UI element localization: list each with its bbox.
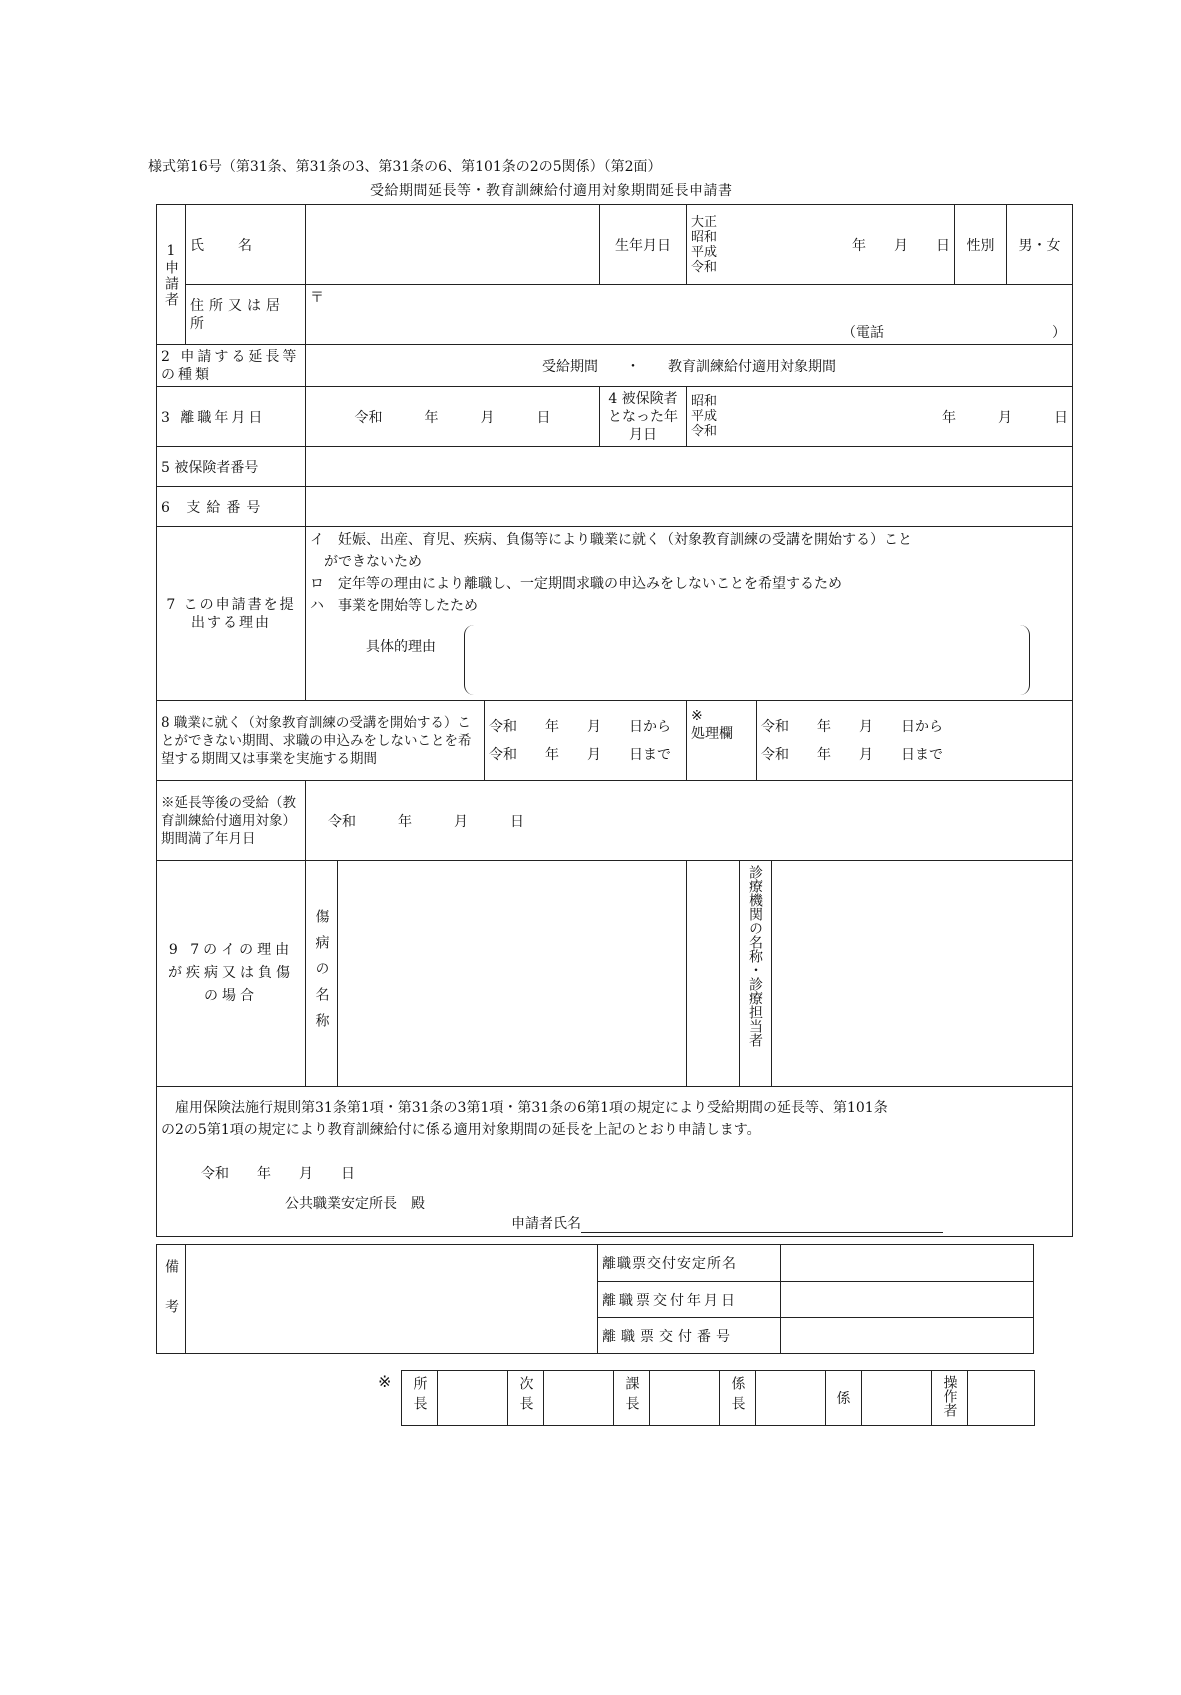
separation-date-label: 3 離職年月日 <box>157 387 306 447</box>
stamp-label-operator: 操作者 <box>932 1371 968 1426</box>
issuing-number-field[interactable] <box>781 1318 1034 1354</box>
issuing-office-label: 離職票交付安定所名 <box>598 1245 781 1282</box>
name-label: 氏 名 <box>186 205 306 285</box>
reason-ro: ロ 定年等の理由により離職し、一定期間求職の申込みをしないことを希望するため <box>310 576 842 592</box>
birthdate-field[interactable] <box>687 205 955 285</box>
stamp-label-director: 所長 <box>402 1371 438 1426</box>
addressee: 公共職業安定所長 殿 <box>285 1196 425 1212</box>
phone-number-field[interactable]: （電話 ） <box>842 325 1067 341</box>
address-label: 住所又は居所 <box>186 285 306 345</box>
disease-name-label-cell <box>306 861 338 1087</box>
disease-clinic-split <box>687 861 772 1087</box>
insured-date-field[interactable] <box>687 387 1073 447</box>
birthdate-era-options: 大正 昭和 平成 令和 <box>691 214 718 275</box>
payment-number-label: 6 支給番号 <box>157 487 306 527</box>
declaration-text-line1: 雇用保険法施行規則第31条第1項・第31条の3第1項・第31条の6第1項の規定により受給期間の延長等、第101条 <box>175 1100 888 1116</box>
declaration-text-line2: の2の5第1項の規定により教育訓練給付に係る適用対象期間の延長を上記のとおり申請します。 <box>161 1122 761 1138</box>
disease-name-field-extension[interactable] <box>687 861 740 1086</box>
reason-i-line1: イ 妊娠、出産、育児、疾病、負傷等により職業に就く（対象教育訓練の受講を開始する）こと <box>310 532 912 548</box>
stamp-label-staff: 係 <box>826 1371 862 1426</box>
remarks-field[interactable] <box>186 1245 598 1354</box>
reason-label: 7 この申請書を提出する理由 <box>157 527 306 701</box>
stamp-box-unit-chief[interactable] <box>756 1371 826 1426</box>
declaration-block <box>157 1087 1073 1237</box>
stamp-box-staff[interactable] <box>862 1371 932 1426</box>
remarks-label: 備考 <box>163 1259 179 1339</box>
address-field[interactable] <box>306 285 1073 345</box>
specific-reason-bracket[interactable] <box>464 625 1030 695</box>
remarks-table <box>156 1244 1034 1354</box>
illness-case-label: 9 7のイの理由が疾病又は負傷の場合 <box>157 861 306 1087</box>
period-label: 8 職業に就く（対象教育訓練の受講を開始する）ことができない期間、求職の申込みをしないことを希望する期間又は事業を実施する期間 <box>157 701 485 781</box>
form-number-header: 様式第16号（第31条、第31条の3、第31条の6、第101条の2の5関係）（第2面） <box>148 159 662 175</box>
section1-side-label <box>157 205 186 345</box>
period-field[interactable] <box>485 701 687 781</box>
application-form-table <box>156 204 1073 1237</box>
processing-field[interactable] <box>757 701 1073 781</box>
sex-label: 性別 <box>955 205 1007 285</box>
applicant-signature-row <box>511 1213 943 1233</box>
period-from: 令和 年 月 日から <box>489 718 671 735</box>
extended-expiry-label: ※延長等後の受給（教育訓練給付適用対象）期間満了年月日 <box>157 781 306 861</box>
reason-field[interactable] <box>306 527 1073 701</box>
processing-to: 令和 年 月 日まで <box>761 746 943 763</box>
period-to: 令和 年 月 日まで <box>489 746 671 763</box>
separation-date-field[interactable]: 令和 年 月 日 <box>306 387 600 447</box>
extended-expiry-field[interactable]: 令和 年 月 日 <box>306 781 1073 861</box>
issuing-date-label: 離職票交付年月日 <box>598 1282 781 1318</box>
issuing-office-field[interactable] <box>781 1245 1034 1282</box>
payment-number-field[interactable] <box>306 487 1073 527</box>
insured-date-label: 4 被保険者となった年月日 <box>600 387 687 447</box>
stamp-label-unit-chief: 係長 <box>720 1371 756 1426</box>
insured-date-era-options: 昭和 平成 令和 <box>691 394 718 439</box>
clinic-divider <box>771 861 772 1086</box>
clinic-label: 診療機関の名称・診療担当者 <box>747 865 763 1047</box>
declaration-date[interactable]: 令和 年 月 日 <box>201 1166 355 1182</box>
stamp-box-director[interactable] <box>438 1371 508 1426</box>
form-title: 受給期間延長等・教育訓練給付適用対象期間延長申請書 <box>370 183 733 199</box>
issuing-date-field[interactable] <box>781 1282 1034 1318</box>
name-field[interactable] <box>306 205 600 285</box>
section1-number: 1 <box>166 242 176 259</box>
disease-name-label: 傷病の名称 <box>313 908 330 1039</box>
approval-stamp-table <box>401 1370 1035 1426</box>
sex-field[interactable]: 男・女 <box>1007 205 1073 285</box>
processing-label-cell <box>687 701 757 781</box>
clinic-field[interactable] <box>772 861 1073 1087</box>
stamp-mark: ※ <box>378 1372 392 1391</box>
stamp-box-deputy[interactable] <box>544 1371 614 1426</box>
stamp-box-operator[interactable] <box>968 1371 1035 1426</box>
disease-name-field[interactable] <box>338 861 687 1087</box>
stamp-box-section-chief[interactable] <box>650 1371 720 1426</box>
reason-ha: ハ 事業を開始等したため <box>310 598 478 614</box>
insured-date-ymd: 年 月 日 <box>942 409 1069 426</box>
stamp-label-deputy: 次長 <box>508 1371 544 1426</box>
insured-number-label: 5 被保険者番号 <box>157 447 306 487</box>
processing-label: 処理欄 <box>691 726 733 742</box>
birthdate-ymd: 年 月 日 <box>852 237 951 254</box>
remarks-label-cell <box>157 1245 186 1354</box>
postal-mark: 〒 <box>310 290 324 306</box>
reason-i-line2: ができないため <box>324 554 422 570</box>
processing-mark: ※ <box>691 708 703 724</box>
birthdate-label: 生年月日 <box>600 205 687 285</box>
applicant-name-line[interactable] <box>581 1213 943 1233</box>
insured-number-field[interactable] <box>306 447 1073 487</box>
extension-type-label: 2 申請する延長等の種類 <box>157 345 306 387</box>
specific-reason-label: 具体的理由 <box>366 639 436 655</box>
issuing-number-label: 離職票交付番号 <box>598 1318 781 1354</box>
stamp-label-section-chief: 課長 <box>614 1371 650 1426</box>
extension-type-options[interactable]: 受給期間 ・ 教育訓練給付適用対象期間 <box>306 345 1073 387</box>
applicant-vertical-label: 申請者 <box>163 259 179 308</box>
processing-from: 令和 年 月 日から <box>761 718 943 735</box>
applicant-name-label: 申請者氏名 <box>511 1216 581 1232</box>
